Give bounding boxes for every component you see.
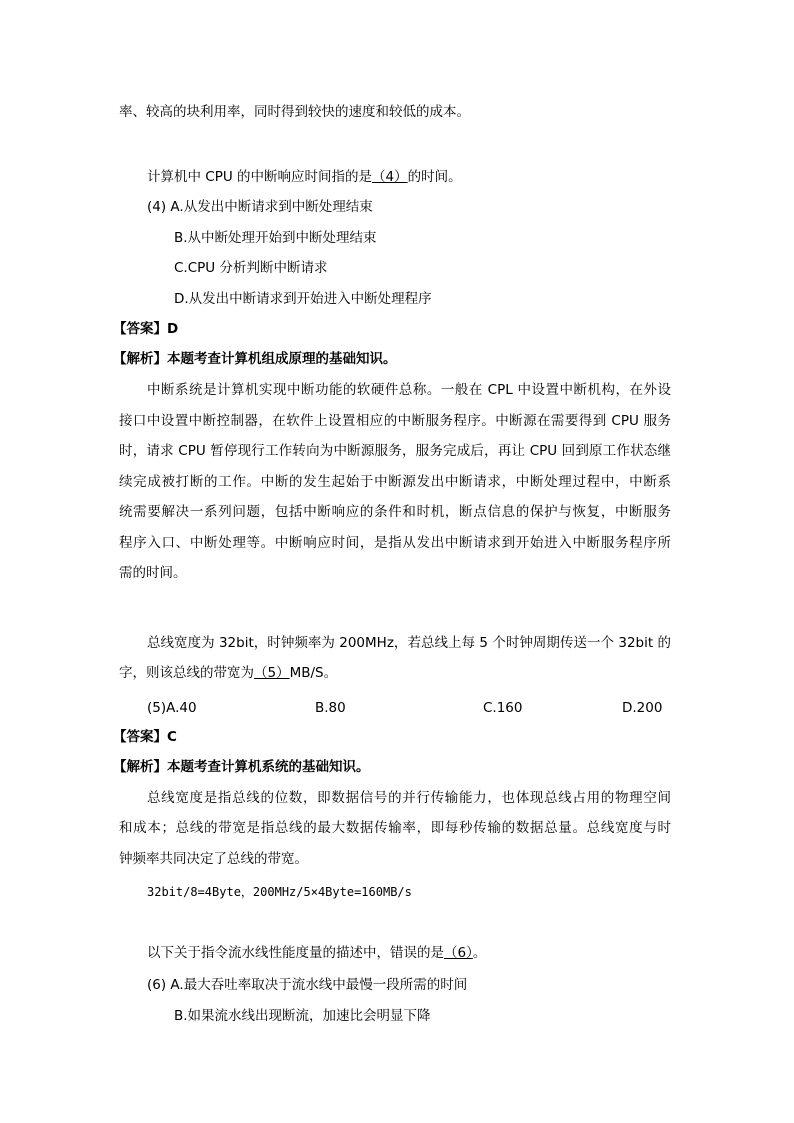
q4-analysis-line: 需的时间。 [119, 565, 187, 581]
q5-answer: 【答案】C [113, 729, 177, 745]
q5-analysis-line: 总线宽度是指总线的位数，即数据信号的并行传输能力，也体现总线占用的物理空间 [147, 790, 671, 806]
q5-option-c: C.160 [483, 700, 523, 716]
q5-option-d: D.200 [622, 700, 663, 716]
q5-analysis-line: 和成本；总线的带宽是指总线的最大数据传输率，即每秒传输的数据总量。总线宽度与时 [119, 820, 671, 836]
q4-analysis-line: 中断系统是计算机实现中断功能的软硬件总称。一般在 CPL 中设置中断机构，在外设 [147, 382, 671, 398]
q6-stem-post: 。 [472, 945, 487, 961]
q5-formula: 32bit/8=4Byte，200MHz/5×4Byte=160MB/s [147, 885, 412, 899]
q5-analysis-line: 钟频率共同决定了总线的带宽。 [119, 851, 308, 867]
q4-analysis-line: 续完成被打断的工作。中断的发生起始于中断源发出中断请求，中断处理过程中，中断系 [119, 474, 671, 490]
q4-answer: 【答案】D [113, 321, 179, 337]
q4-option-b: B.从中断处理开始到中断处理结束 [174, 230, 377, 246]
q4-stem [147, 167, 671, 187]
q5-option-a: (5)A.40 [147, 700, 197, 716]
q6-blank: （6） [444, 945, 473, 961]
q6-stem [147, 943, 671, 963]
q5-stem-line2 [119, 663, 671, 683]
q4-analysis-line: 接口中设置中断控制器，在软件上设置相应的中断服务程序。中断源在需要得到 CPU 服务 [119, 413, 671, 429]
q4-analysis-line: 统需要解决一系列问题，包括中断响应的条件和时机，断点信息的保护与恢复，中断服务 [119, 504, 671, 520]
q5-stem-pre: 字，则该总线的带宽为 [119, 665, 254, 681]
q4-option-a: (4) A.从发出中断请求到中断处理结束 [147, 199, 373, 215]
q4-analysis-line: 程序入口、中断处理等。中断响应时间，是指从发出中断请求到开始进入中断服务程序所 [119, 535, 671, 551]
q6-option-b: B.如果流水线出现断流，加速比会明显下降 [174, 1008, 431, 1024]
q4-stem-post: 的时间。 [407, 169, 462, 185]
q4-option-d: D.从发出中断请求到开始进入中断处理程序 [174, 291, 432, 307]
q4-analysis-line: 时，请求 CPU 暂停现行工作转向为中断源服务，服务完成后，再让 CPU 回到原工作状态继 [119, 443, 671, 459]
q4-stem-pre: 计算机中 CPU 的中断响应时间指的是 [147, 169, 373, 185]
q5-stem-post: MB/S。 [289, 665, 338, 681]
q4-analysis-title: 【解析】本题考查计算机组成原理的基础知识。 [113, 351, 397, 367]
q5-stem-line1: 总线宽度为 32bit，时钟频率为 200MHz，若总线上每 5 个时钟周期传送一个 32bit 的 [147, 635, 671, 651]
q5-options [0, 698, 794, 718]
q6-stem-pre: 以下关于指令流水线性能度量的描述中，错误的是 [147, 945, 444, 961]
q4-blank: （4） [372, 169, 408, 185]
intro-tail: 率、较高的块利用率，同时得到较快的速度和较低的成本。 [119, 104, 470, 120]
q5-blank: （5） [254, 665, 290, 681]
q5-option-b: B.80 [315, 700, 346, 716]
q5-analysis-title: 【解析】本题考查计算机系统的基础知识。 [113, 759, 370, 775]
q4-option-c: C.CPU 分析判断中断请求 [174, 260, 328, 276]
q6-option-a: (6) A.最大吞吐率取决于流水线中最慢一段所需的时间 [147, 977, 468, 993]
